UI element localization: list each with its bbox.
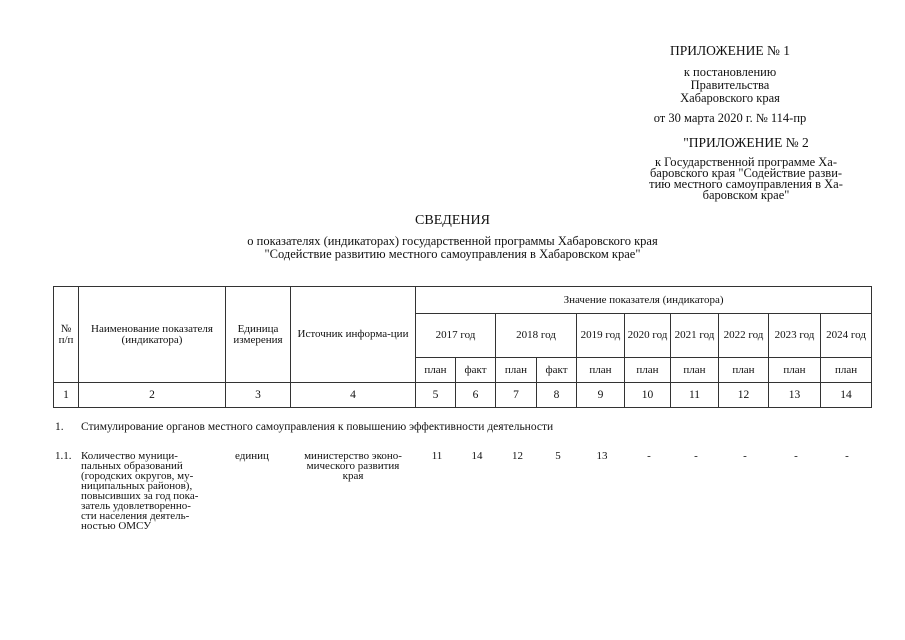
column-number: 8 bbox=[537, 383, 577, 408]
row-1-1-source bbox=[291, 451, 415, 481]
header-plan: план bbox=[769, 358, 821, 383]
header-plan: план bbox=[821, 358, 872, 383]
column-number: 5 bbox=[416, 383, 456, 408]
column-number: 7 bbox=[496, 383, 537, 408]
appendix-2-title: "ПРИЛОЖЕНИЕ № 2 bbox=[683, 135, 809, 150]
row-1-1-name-line: (городских округов, му- bbox=[81, 470, 194, 482]
column-number: 1 bbox=[54, 383, 79, 408]
header-year-2021: 2021 год bbox=[671, 314, 719, 358]
header-year-2024: 2024 год bbox=[821, 314, 872, 358]
appendix-1-title: ПРИЛОЖЕНИЕ № 1 bbox=[669, 43, 791, 58]
header-year-2022: 2022 год bbox=[719, 314, 769, 358]
header-plan: план bbox=[719, 358, 769, 383]
column-number: 4 bbox=[291, 383, 416, 408]
column-number: 10 bbox=[625, 383, 671, 408]
section-1-heading bbox=[55, 421, 553, 433]
column-number: 6 bbox=[456, 383, 496, 408]
column-number: 13 bbox=[769, 383, 821, 408]
row-1-1-value-2019: 13 bbox=[596, 450, 608, 462]
header-name: Наименование показателя (индикатора) bbox=[79, 287, 226, 383]
header-fact: факт bbox=[456, 358, 496, 383]
row-1-1-name-line: пальных образований bbox=[81, 460, 183, 472]
document-subtitle-line: "Содействие развитию местного самоуправления в Хабаровском крае" bbox=[264, 247, 641, 261]
row-1-1-value-2022: - bbox=[743, 450, 747, 462]
header-plan: план bbox=[416, 358, 456, 383]
row-1-1-number: 1.1. bbox=[55, 450, 72, 462]
column-number: 11 bbox=[671, 383, 719, 408]
appendix-1-date: от 30 марта 2020 г. № 114-пр bbox=[653, 111, 807, 125]
appendix-1-line: к постановлению bbox=[683, 65, 777, 79]
row-1-1-value-2018-fact: 5 bbox=[555, 450, 561, 462]
row-1-1-name-line: ниципальных районов), bbox=[81, 480, 193, 492]
document-subtitle bbox=[0, 235, 905, 261]
header-fact: факт bbox=[537, 358, 577, 383]
row-1-1-unit: единиц bbox=[235, 450, 269, 462]
header-unit: Единица измерения bbox=[226, 287, 291, 383]
appendix-2-line: к Государственной программе Ха- bbox=[654, 155, 838, 169]
row-1-1-value-2021: - bbox=[694, 450, 698, 462]
row-1-1-value-2023: - bbox=[794, 450, 798, 462]
row-1-1-value-2024: - bbox=[845, 450, 849, 462]
appendix-2-header bbox=[628, 136, 864, 201]
header-plan: план bbox=[577, 358, 625, 383]
column-number: 2 bbox=[79, 383, 226, 408]
appendix-1-header bbox=[630, 44, 830, 125]
row-1-1-value-2018-plan: 12 bbox=[512, 450, 523, 462]
header-year-2020: 2020 год bbox=[625, 314, 671, 358]
section-1-text: Стимулирование органов местного самоуправления к повышению эффективности деятельности bbox=[81, 421, 554, 433]
column-number-row bbox=[54, 383, 872, 408]
header-plan: план bbox=[625, 358, 671, 383]
header-value-group: Значение показателя (индикатора) bbox=[416, 287, 872, 314]
header-year-2017: 2017 год bbox=[416, 314, 496, 358]
appendix-2-line: баровского края "Содействие разви- bbox=[649, 166, 843, 180]
row-1-1-name-line: Количество муници- bbox=[81, 450, 178, 462]
header-plan: план bbox=[671, 358, 719, 383]
document-title: СВЕДЕНИЯ bbox=[415, 213, 490, 228]
row-1-1-name-line: затель удовлетворенно- bbox=[81, 500, 191, 512]
header-source: Источник информа-ции bbox=[291, 287, 416, 383]
appendix-2-line: тию местного самоуправления в Ха- bbox=[649, 177, 843, 191]
column-number: 3 bbox=[226, 383, 291, 408]
column-number: 14 bbox=[821, 383, 872, 408]
header-year-2018: 2018 год bbox=[496, 314, 577, 358]
header-year-2023: 2023 год bbox=[769, 314, 821, 358]
row-1-1-name bbox=[81, 451, 198, 531]
section-1-number: 1. bbox=[55, 421, 64, 433]
header-year-2019: 2019 год bbox=[577, 314, 625, 358]
row-1-1-value-2020: - bbox=[647, 450, 651, 462]
column-number: 12 bbox=[719, 383, 769, 408]
row-1-1-name-line: ностью ОМСУ bbox=[81, 520, 152, 532]
appendix-1-line: Правительства bbox=[690, 78, 770, 92]
document-subtitle-line: о показателях (индикаторах) государственной программы Хабаровского края bbox=[247, 234, 658, 248]
row-1-1-source-line: края bbox=[342, 470, 364, 482]
header-row-1 bbox=[54, 287, 872, 314]
appendix-2-line: баровском крае" bbox=[702, 188, 790, 202]
row-1-1-source-line: мического развития bbox=[306, 460, 400, 472]
column-number: 9 bbox=[577, 383, 625, 408]
indicators-table bbox=[53, 286, 872, 408]
row-1-1-value-2017-fact: 14 bbox=[471, 450, 483, 462]
row-1-1-name-line: повысивших за год пока- bbox=[81, 490, 199, 502]
row-1-1-source-line: министерство эконо- bbox=[304, 450, 402, 462]
row-1-1-name-line: сти населения деятель- bbox=[81, 510, 190, 522]
header-num: № п/п bbox=[54, 287, 79, 383]
row-1-1-value-2017-plan: 11 bbox=[431, 450, 443, 462]
appendix-1-line: Хабаровского края bbox=[680, 91, 780, 105]
header-plan: план bbox=[496, 358, 537, 383]
